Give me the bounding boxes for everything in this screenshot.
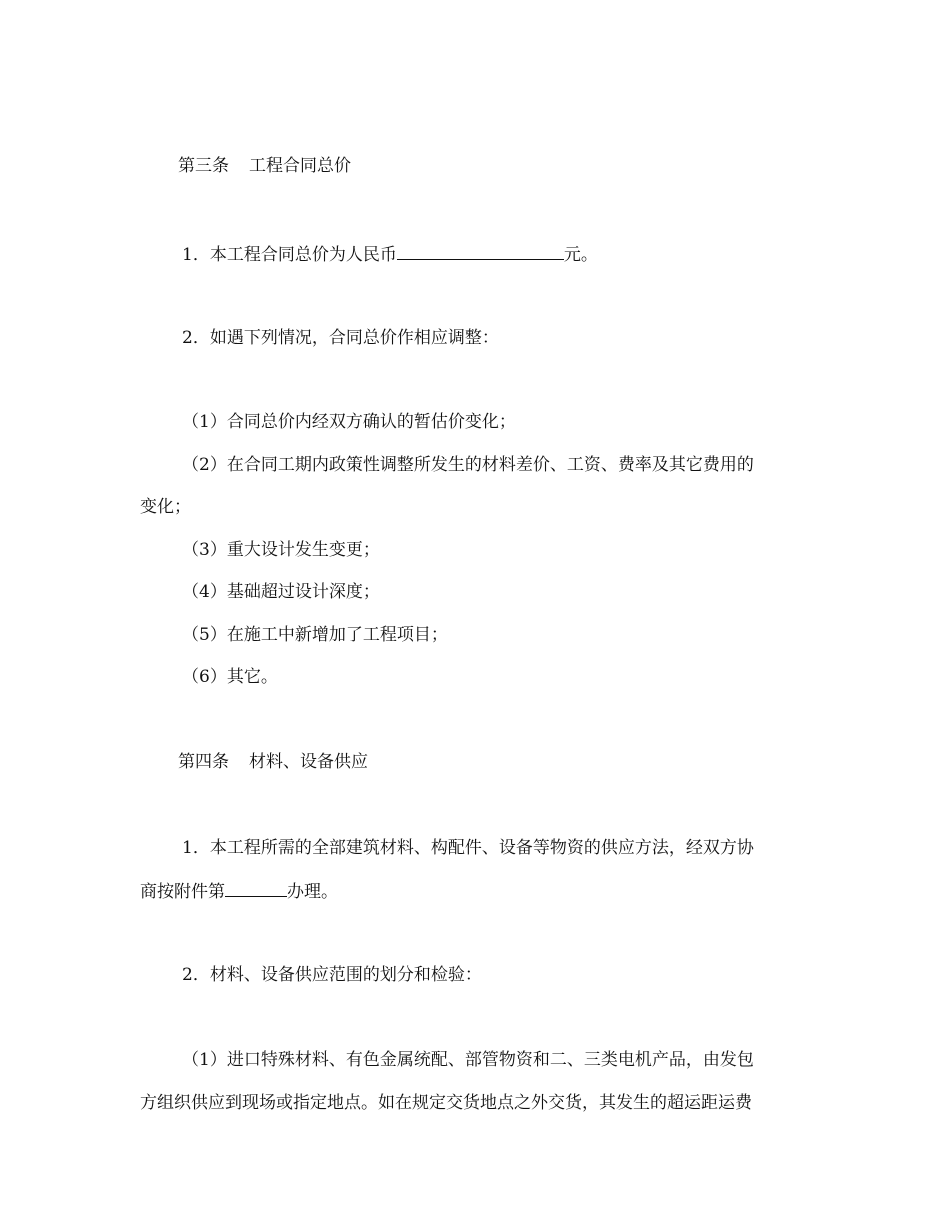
article-number: 第三条: [178, 156, 229, 176]
adjustment-item-3: （3）重大设计发生变更；: [182, 540, 380, 560]
clause-text-suffix: 元。: [563, 245, 598, 265]
adjustment-item-6: （6）其它。: [182, 667, 278, 687]
adjustment-item-4: （4）基础超过设计深度；: [182, 582, 380, 602]
clause-text: 1．本工程合同总价为人民币: [182, 245, 397, 265]
article-title: 材料、设备供应: [249, 752, 368, 772]
supply-method-clause: 1．本工程所需的全部建筑材料、构配件、设备等物资的供应方法，经双方协: [182, 838, 754, 858]
supply-method-clause-continued: [140, 880, 338, 902]
annex-number-blank: [225, 880, 287, 897]
clause-text: 商按附件第: [140, 882, 225, 902]
total-price-clause: [182, 243, 598, 265]
adjustment-item-5: （5）在施工中新增加了工程项目；: [182, 625, 448, 645]
adjustment-clause: 2．如遇下列情况，合同总价作相应调整：: [182, 328, 499, 348]
article-number: 第四条: [178, 752, 229, 772]
adjustment-item-1: （1）合同总价内经双方确认的暂估价变化；: [182, 412, 516, 432]
supply-scope-item-1-continued: 方组织供应到现场或指定地点。如在规定交货地点之外交货，其发生的超运距运费: [140, 1093, 752, 1113]
supply-scope-item-1: （1）进口特殊材料、有色金属统配、部管物资和二、三类电机产品，由发包: [182, 1050, 754, 1070]
amount-blank: [397, 243, 564, 260]
supply-scope-clause: 2．材料、设备供应范围的划分和检验：: [182, 965, 482, 985]
article-4-heading: [178, 752, 368, 772]
adjustment-item-2-continued: 变化；: [140, 497, 191, 517]
article-3-heading: [178, 156, 351, 176]
clause-text-suffix: 办理。: [287, 882, 338, 902]
article-title: 工程合同总价: [249, 156, 351, 176]
adjustment-item-2: （2）在合同工期内政策性调整所发生的材料差价、工资、费率及其它费用的: [182, 455, 754, 475]
